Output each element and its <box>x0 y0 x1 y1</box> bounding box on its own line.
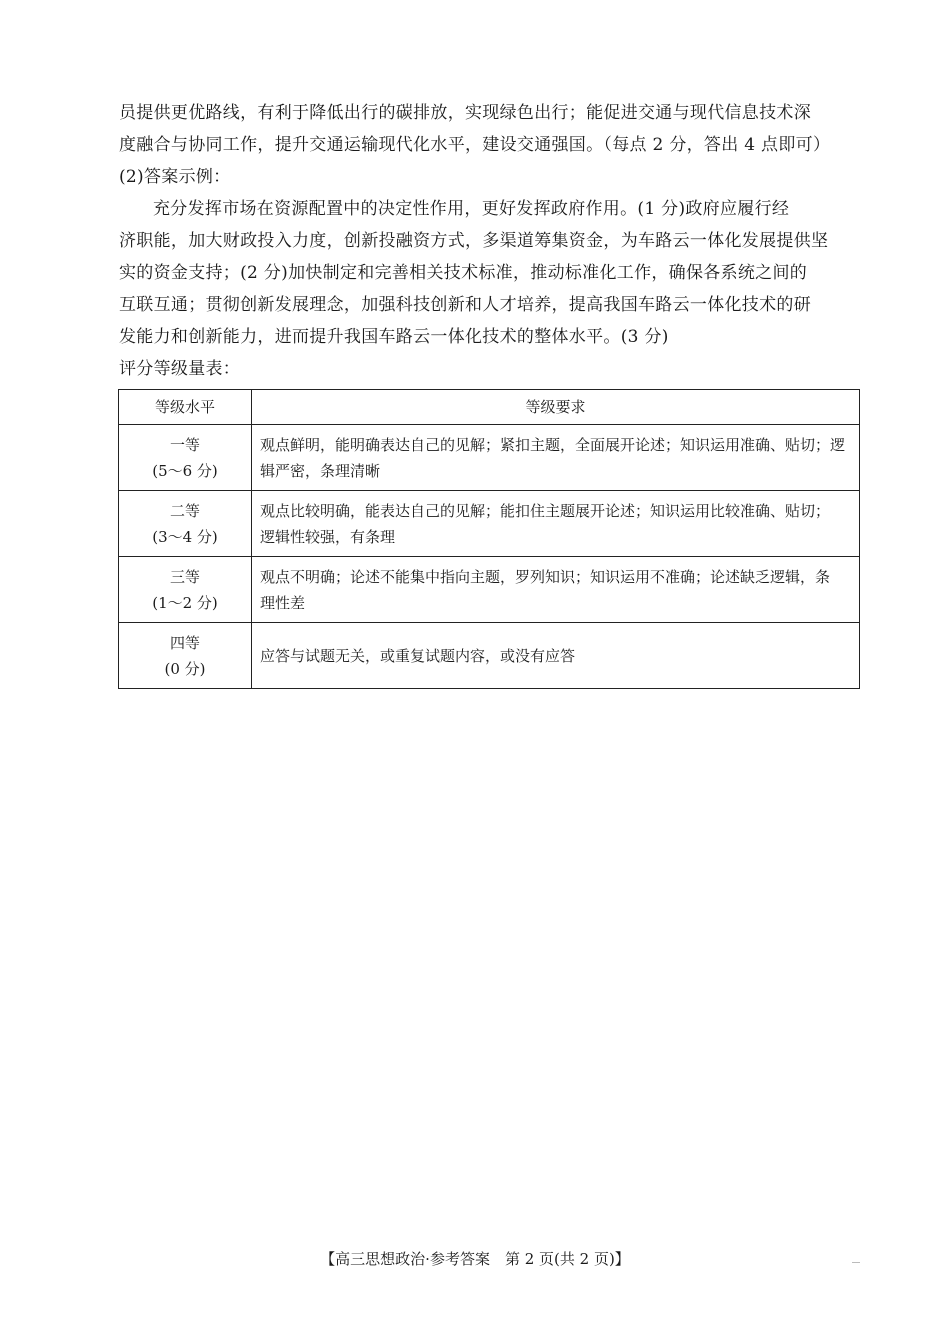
page-footer: 【高三思想政治·参考答案 第 2 页(共 2 页)】 <box>320 1250 630 1268</box>
text-line: 发能力和创新能力，进而提升我国车路云一体化技术的整体水平。(3 分) <box>119 327 669 347</box>
table-row <box>119 425 860 491</box>
header-requirement: 等级要求 <box>252 390 860 425</box>
level-score: (0 分) <box>164 659 206 678</box>
table-caption-text: 评分等级量表： <box>119 359 241 379</box>
text-line: 互联互通；贯彻创新发展理念，加强科技创新和人才培养，提高我国车路云一体化技术的研 <box>119 295 811 315</box>
text-line: 实的资金支持；(2 分)加快制定和完善相关技术标准，推动标准化工作，确保各系统之间的 <box>119 263 808 283</box>
level-cell <box>119 491 252 557</box>
level-name: 一等 <box>169 435 200 454</box>
level-name: 二等 <box>169 501 200 520</box>
requirement-line: 理性差 <box>260 593 306 612</box>
text-line: 员提供更优路线，有利于降低出行的碳排放，实现绿色出行；能促进交通与现代信息技术深 <box>119 103 811 123</box>
table-row <box>119 557 860 623</box>
text-line: 度融合与协同工作，提升交通运输现代化水平，建设交通强国。（每点 2 分，答出 4 点即可） <box>119 135 831 155</box>
text-line: 济职能，加大财政投入力度，创新投融资方式，多渠道筹集资金，为车路云一体化发展提供坚 <box>119 231 829 251</box>
level-score: (1～2 分) <box>152 593 218 612</box>
table-row <box>119 623 860 689</box>
requirement-cell <box>252 623 860 689</box>
level-name: 四等 <box>169 633 200 652</box>
requirement-cell <box>252 557 860 623</box>
header-level: 等级水平 <box>119 390 252 425</box>
rubric-table <box>118 389 860 689</box>
level-name: 三等 <box>169 567 200 586</box>
requirement-line: 逻辑性较强，有条理 <box>260 527 396 546</box>
level-cell <box>119 623 252 689</box>
requirement-line: 观点比较明确，能表达自己的见解；能扣住主题展开论述；知识运用比较准确、贴切； <box>260 501 831 520</box>
text-line: (2)答案示例： <box>119 167 231 187</box>
scan-mark <box>852 1262 860 1265</box>
answer-example-paragraph <box>119 193 861 353</box>
requirement-line: 应答与试题无关，或重复试题内容，或没有应答 <box>260 646 576 665</box>
requirement-cell <box>252 425 860 491</box>
table-header-row <box>119 390 860 425</box>
level-score: (3～4 分) <box>152 527 218 546</box>
requirement-line: 观点不明确；论述不能集中指向主题，罗列知识；知识运用不准确；论述缺乏逻辑，条 <box>260 567 831 586</box>
table-row <box>119 491 860 557</box>
answer-continuation <box>119 97 861 193</box>
requirement-line: 观点鲜明，能明确表达自己的见解；紧扣主题，全面展开论述；知识运用准确、贴切；逻 <box>260 435 846 454</box>
requirement-cell <box>252 491 860 557</box>
requirement-line: 辑严密，条理清晰 <box>260 461 381 480</box>
level-score: (5～6 分) <box>152 461 218 480</box>
table-caption <box>119 353 861 385</box>
text-line: 充分发挥市场在资源配置中的决定性作用，更好发挥政府作用。(1 分)政府应履行经 <box>153 199 790 219</box>
level-cell <box>119 557 252 623</box>
level-cell <box>119 425 252 491</box>
